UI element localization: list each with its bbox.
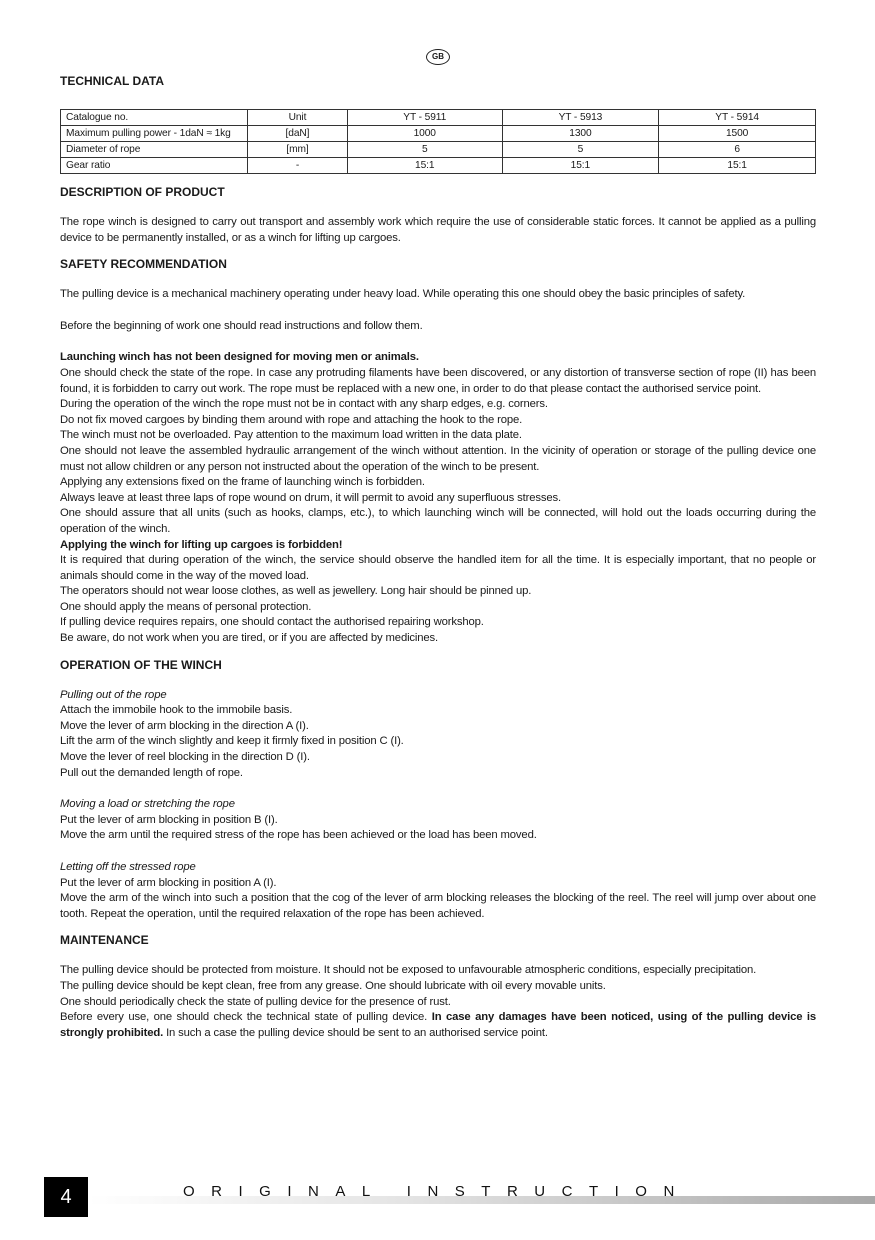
safety-item: Do not fix moved cargoes by binding them around with rope and attaching the hook to the rope. xyxy=(60,413,523,426)
safety-item: One should apply the means of personal protection. xyxy=(60,600,312,613)
table-header-cell: YT - 5911 xyxy=(347,110,502,126)
language-badge: GB xyxy=(426,49,450,65)
table-cell: Maximum pulling power - 1daN ≈ 1kg xyxy=(61,126,248,142)
operation-subheading: Moving a load or stretching the rope xyxy=(60,798,235,811)
operation-step: Move the lever of reel blocking in the direction D (I). xyxy=(60,751,310,764)
safety-item: The winch must not be overloaded. Pay attention to the maximum load written in the data plate. xyxy=(60,429,522,442)
operation-step: Attach the immobile hook to the immobile basis. xyxy=(60,704,293,717)
maintenance-text: In such a case the pulling device should be sent to an authorised service point. xyxy=(163,1026,548,1039)
table-cell: [mm] xyxy=(248,142,348,158)
table-cell: 1500 xyxy=(659,126,816,142)
footer-label: ORIGINAL INSTRUCTION xyxy=(183,1183,691,1200)
safety-intro: The pulling device is a mechanical machinery operating under heavy load. While operating this one should obey the basic principles of safety. xyxy=(60,288,746,301)
safety-item: During the operation of the winch the rope must not be in contact with any sharp edges, e.g. corners. xyxy=(60,398,548,411)
operation-step: Move the lever of arm blocking in the direction A (I). xyxy=(60,719,309,732)
operation-step: Put the lever of arm blocking in position B (I). xyxy=(60,813,278,826)
page-number: 4 xyxy=(44,1177,88,1217)
table-header-cell: Unit xyxy=(248,110,348,126)
operation-subheading: Letting off the stressed rope xyxy=(60,861,196,873)
table-cell: 6 xyxy=(659,142,816,158)
table-row xyxy=(61,126,816,142)
safety-item: It is required that during operation of the winch, the service should observe the handled item for all the time. It is especially important, that no people or animals should come in the way of the moved load. xyxy=(60,554,816,582)
maintenance-line: One should periodically check the state of pulling device for the presence of rust. xyxy=(60,995,451,1008)
safety-item: One should not leave the assembled hydraulic arrangement of the winch without attention. In the vicinity of operation or storage of the pulling device one must not allow children or any person not instructed about the operation of the winch to be present. xyxy=(60,444,816,473)
table-cell: 5 xyxy=(347,142,502,158)
description-heading: DESCRIPTION OF PRODUCT xyxy=(60,185,225,199)
table-header-cell: YT - 5914 xyxy=(659,110,816,126)
maintenance-line: The pulling device should be kept clean, free from any grease. One should lubricate with oil every movable units. xyxy=(60,979,606,992)
safety-item: The operators should not wear loose clothes, as well as jewellery. Long hair should be pinned up. xyxy=(60,585,532,598)
maintenance-last-line xyxy=(60,1010,816,1041)
table-cell: 1300 xyxy=(502,126,659,142)
table-header-cell: Catalogue no. xyxy=(61,110,248,126)
operation-step: Put the lever of arm blocking in position A (I). xyxy=(60,876,277,889)
operation-step: Move the arm until the required stress of the rope has been achieved or the load has been moved. xyxy=(60,829,537,842)
table-cell: 5 xyxy=(502,142,659,158)
technical-data-heading: TECHNICAL DATA xyxy=(60,74,164,88)
table-cell: 15:1 xyxy=(659,158,816,174)
operation-step: Pull out the demanded length of rope. xyxy=(60,766,243,779)
table-cell: Diameter of rope xyxy=(61,142,248,158)
safety-item: Always leave at least three laps of rope wound on drum, it will permit to avoid any superfluous stresses. xyxy=(60,491,562,504)
operation-step: Move the arm of the winch into such a position that the cog of the lever of arm blocking releases the blocking of the reel. The reel will jump over about one tooth. Repeat the operation, until the required relaxation of the rope has been achieved. xyxy=(60,892,816,920)
safety-item: One should assure that all units (such as hooks, clamps, etc.), to which launching winch will be connected, will hold out the loads occurring during the operation of the winch. xyxy=(60,507,816,535)
safety-item: If pulling device requires repairs, one should contact the authorised repairing workshop. xyxy=(60,616,484,629)
maintenance-text: Before every use, one should check the technical state of pulling device. xyxy=(60,1011,432,1024)
safety-item: One should check the state of the rope. In case any protruding filaments have been discovered, or any distortion of transverse section of rope (II) has been found, it is forbidden to carry out work. The rope must be replaced with a new one, in order to do that please contact the authorised service point. xyxy=(60,366,816,395)
maintenance-heading: MAINTENANCE xyxy=(60,933,149,948)
technical-data-table xyxy=(60,109,816,174)
table-cell: 15:1 xyxy=(347,158,502,174)
table-cell: - xyxy=(248,158,348,174)
table-cell: [daN] xyxy=(248,126,348,142)
table-cell: 1000 xyxy=(347,126,502,142)
table-row xyxy=(61,142,816,158)
safety-item: Applying any extensions fixed on the frame of launching winch is forbidden. xyxy=(60,476,425,489)
maintenance-prohibition: In case any damages have been noticed, using of the pulling device is strongly prohibited. xyxy=(60,1011,816,1039)
safety-warning: Launching winch has not been designed for moving men or animals. xyxy=(60,351,419,364)
table-cell: 15:1 xyxy=(502,158,659,174)
operation-step: Lift the arm of the winch slightly and keep it firmly fixed in position C (I). xyxy=(60,735,404,748)
maintenance-line: The pulling device should be protected from moisture. It should not be exposed to unfavourable atmospheric conditions, especially precipitation. xyxy=(60,964,757,977)
description-text: The rope winch is designed to carry out transport and assembly work which require the use of considerable static forces. It cannot be applied as a pulling device to be permanently installed, or as a winch for lifting up cargoes. xyxy=(60,216,816,244)
table-row xyxy=(61,158,816,174)
operation-subheading: Pulling out of the rope xyxy=(60,688,167,701)
safety-intro: Before the beginning of work one should read instructions and follow them. xyxy=(60,319,423,332)
operation-heading: OPERATION OF THE WINCH xyxy=(60,657,222,672)
table-header-cell: YT - 5913 xyxy=(502,110,659,126)
table-header-row xyxy=(61,110,816,126)
safety-heading: SAFETY RECOMMENDATION xyxy=(60,257,227,272)
safety-item: Be aware, do not work when you are tired, or if you are affected by medicines. xyxy=(60,632,439,645)
page-content xyxy=(60,73,816,1041)
table-cell: Gear ratio xyxy=(61,158,248,174)
safety-warning: Applying the winch for lifting up cargoes is forbidden! xyxy=(60,538,343,551)
